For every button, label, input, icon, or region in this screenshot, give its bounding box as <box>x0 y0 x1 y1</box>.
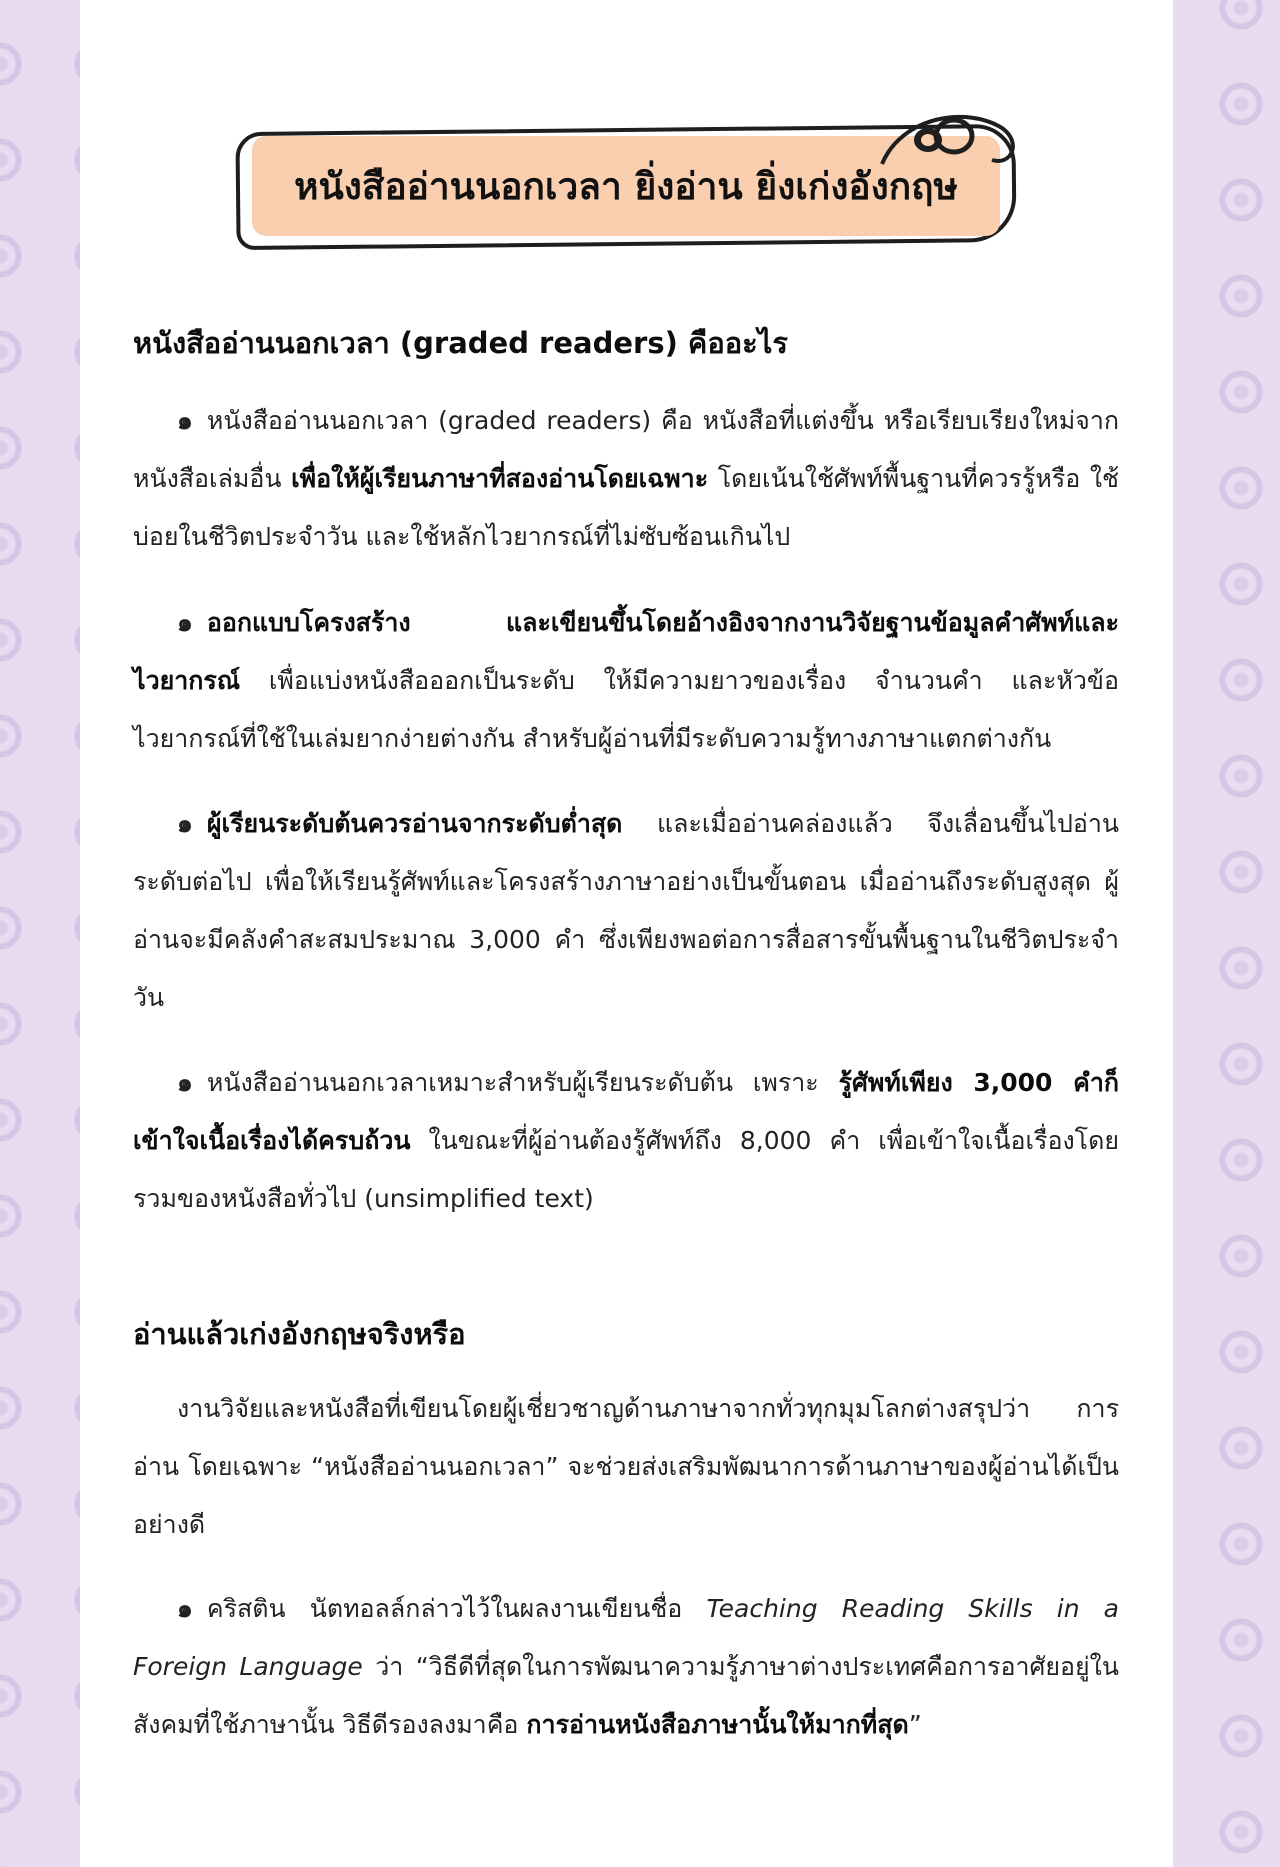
list-number: ๑ <box>177 406 193 435</box>
paragraph-structure <box>133 594 1119 768</box>
list-number: ๑ <box>177 1068 193 1097</box>
section-heading-does-it-work: อ่านแล้วเก่งอังกฤษจริงหรือ <box>133 1317 466 1351</box>
bold-phrase: เพื่อให้ผู้เรียนภาษาที่สองอ่านโดยเฉพาะ <box>291 464 709 493</box>
list-number: ๑ <box>177 1594 193 1623</box>
list-number: ๑ <box>177 608 193 637</box>
paragraph-vocabulary <box>133 1054 1119 1228</box>
paragraph-text: โดยเน้นใช้ศัพท์พื้นฐานที่ควรรู้หรือ ใช้บ่อยในชีวิตประจำวัน และใช้หลักไวยากรณ์ที่ไม่ซับซ้อนเกินไป <box>133 464 1119 551</box>
book-title: Teaching Reading Skills in a Foreign Language <box>133 1594 1120 1681</box>
section-heading-graded-readers: หนังสืออ่านนอกเวลา (graded readers) คืออะไร <box>133 326 788 360</box>
right-decorative-border <box>1173 0 1280 1867</box>
paragraph-research <box>133 1380 1119 1554</box>
bold-phrase: การอ่านหนังสือภาษานั้นให้มากที่สุด <box>526 1710 909 1739</box>
page-title: หนังสืออ่านนอกเวลา ยิ่งอ่าน ยิ่งเก่งอังกฤษ <box>294 164 958 208</box>
bold-phrase: ออกแบบโครงสร้าง และเขียนขึ้นโดยอ้างอิงจากงานวิจัยฐานข้อมูลคำศัพท์และไวยากรณ์ <box>133 608 1119 695</box>
paragraph-text: และเมื่ออ่านคล่องแล้ว จึงเลื่อนขึ้นไปอ่านระดับต่อไป เพื่อให้เรียนรู้ศัพท์และโครงสร้างภาษาอย่างเป็นขั้นตอน เมื่ออ่านถึงระดับสูงสุด ผู้อ่านจะมีคลังคำสะสมประมาณ 3,000 คำ ซึ่งเพียงพอต่อการสื่อสารขั้นพื้นฐานในชีวิตประจำวัน <box>133 809 1119 1012</box>
closing-quote: ” <box>908 1710 922 1739</box>
paragraph-text: หนังสืออ่านนอกเวลาเหมาะสำหรับผู้เรียนระดับต้น เพราะ <box>206 1068 839 1097</box>
paragraph-text: ว่า “วิธีดีที่สุดในการพัฒนาความรู้ภาษาต่างประเทศคือการอาศัยอยู่ในสังคมที่ใช้ภาษานั้น วิธีดีรองลงมาคือ <box>133 1652 1119 1739</box>
paragraph-definition <box>133 392 1119 566</box>
bold-phrase: ผู้เรียนระดับต้นควรอ่านจากระดับต่ำสุด <box>206 809 623 838</box>
paragraph-text: ในขณะที่ผู้อ่านต้องรู้ศัพท์ถึง 8,000 คำ เพื่อเข้าใจเนื้อเรื่องโดยรวมของหนังสือทั่วไป (unsimplified text) <box>133 1126 1119 1213</box>
bold-phrase: รู้ศัพท์เพียง 3,000 คำก็เข้าใจเนื้อเรื่องได้ครบถ้วน <box>133 1068 1119 1155</box>
paragraph-text: หนังสืออ่านนอกเวลา (graded readers) คือ หนังสือที่แต่งขึ้น หรือเรียบเรียงใหม่จากหนังสือเล่มอื่น <box>133 406 1119 493</box>
left-decorative-border <box>0 0 80 1867</box>
title-banner <box>232 106 1032 266</box>
paragraph-text: เพื่อแบ่งหนังสือออกเป็นระดับ ให้มีความยาวของเรื่อง จำนวนคำ และหัวข้อไวยากรณ์ที่ใช้ในเล่มยากง่ายต่างกัน สำหรับผู้อ่านที่มีระดับความรู้ทางภาษาแตกต่างกัน <box>133 666 1119 753</box>
paragraph-text: งานวิจัยและหนังสือที่เขียนโดยผู้เชี่ยวชาญด้านภาษาจากทั่วทุกมุมโลกต่างสรุปว่า การอ่าน โดยเฉพาะ “หนังสืออ่านนอกเวลา” จะช่วยส่งเสริมพัฒนาการด้านภาษาของผู้อ่านได้เป็นอย่างดี <box>133 1394 1119 1539</box>
paragraph-text: คริสติน นัตทอลล์กล่าวไว้ในผลงานเขียนชื่อ <box>206 1594 707 1623</box>
list-number: ๑ <box>177 809 193 838</box>
paragraph-nuttall-quote <box>133 1580 1119 1754</box>
paragraph-beginners <box>133 795 1119 1027</box>
